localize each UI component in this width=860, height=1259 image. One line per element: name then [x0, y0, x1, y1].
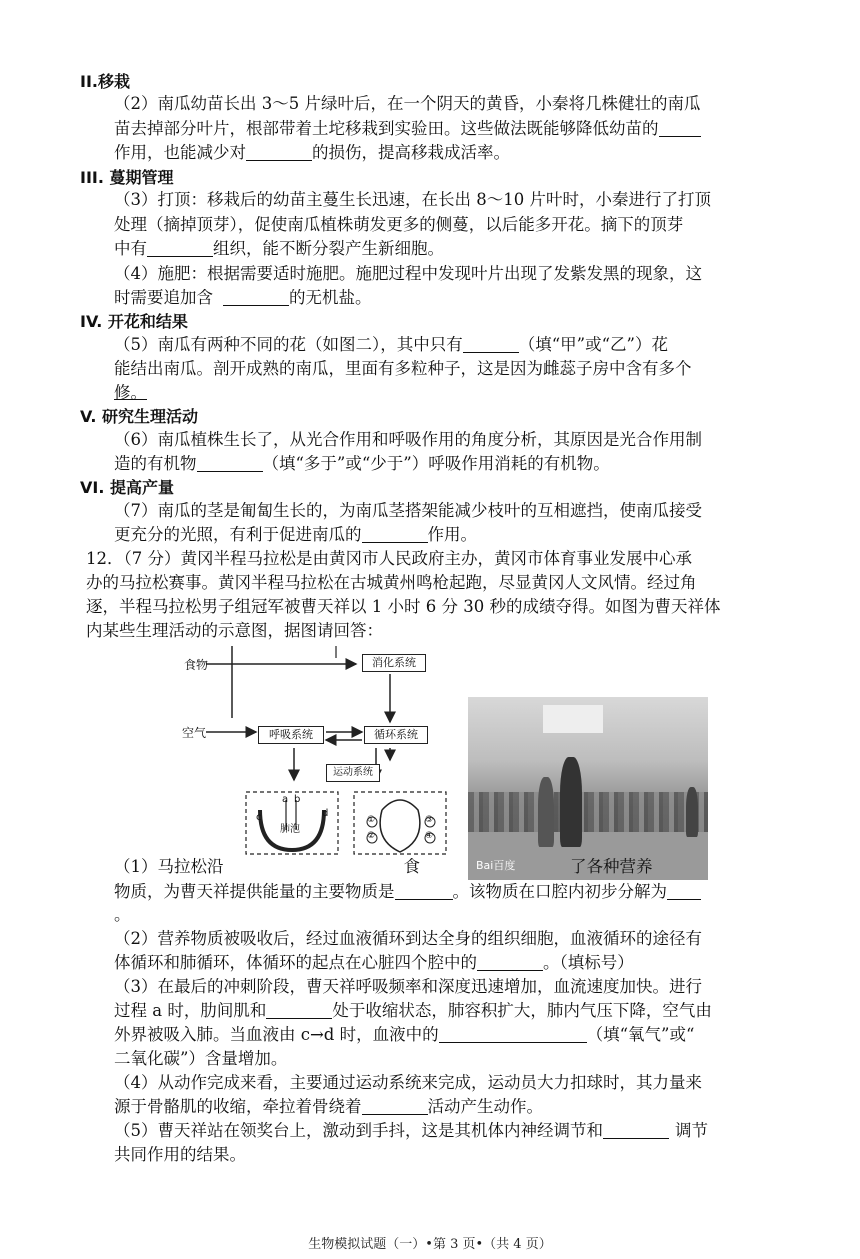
marathon-photo: [468, 697, 708, 880]
text-line: 能结出南瓜。剖开成熟的南瓜，里面有多粒种子，这是因为雌蕊子房中含有多个: [114, 359, 692, 378]
answer-blank[interactable]: [603, 1120, 669, 1139]
text-line: （4）从动作完成来看，主要通过运动系统来完成，运动员大力扣球时，其力量来: [114, 1073, 702, 1092]
text-line: 处理（摘掉顶芽），促使南瓜植株萌发更多的侧蔓，以后能多开花。摘下的顶芽: [114, 215, 684, 234]
alveolus-label: 肺泡: [280, 824, 300, 835]
section-title: III. 蔓期管理: [80, 168, 174, 187]
section-title: II.移栽: [80, 72, 130, 91]
runner-figure: [560, 757, 582, 847]
air-label: 空气: [182, 726, 207, 740]
runner-figure: [538, 777, 554, 847]
heart-mark-2: ②: [367, 831, 376, 841]
text-line: （5）曹天祥站在领奖台上，激动到手抖，这是其机体内神经调节和 调节: [114, 1121, 708, 1140]
answer-blank[interactable]: [477, 952, 543, 971]
text-line: 逐，半程马拉松男子组冠军被曹天祥以 1 小时 6 分 30 秒的成绩夺得。如图为曹天祥体: [86, 597, 721, 616]
answer-blank[interactable]: [223, 287, 289, 306]
text-line: 共同作用的结果。: [114, 1145, 246, 1164]
answer-blank[interactable]: [439, 1024, 587, 1043]
text-line: 外界被吸入肺。当血液由 c→d 时，血液中的 （填“氧气”或“: [114, 1025, 695, 1044]
text-line: （3）打顶：移栽后的幼苗主蔓生长迅速，在长出 8～10 片叶时，小秦进行了打顶: [114, 190, 711, 209]
text-line: 作用，也能减少对 的损伤，提高移栽成活率。: [114, 143, 510, 162]
answer-blank[interactable]: [197, 453, 263, 472]
respiratory-system-box: 呼吸系统: [258, 726, 324, 744]
answer-blank[interactable]: [395, 881, 453, 900]
text-line: 造的有机物 （填“多于”或“少于”）呼吸作用消耗的有机物。: [114, 454, 610, 473]
text-line: 过程 a 时，肋间肌和 处于收缩状态，肺容积扩大，肺内气压下降，空气由: [114, 1001, 712, 1020]
text-line: 苗去掉部分叶片，根部带着土坨移栽到实验田。这些做法既能够降低幼苗的: [114, 117, 701, 141]
heart-mark-4: ④: [425, 831, 434, 841]
text-line: （4）施肥：根据需要适时施肥。施肥过程中发现叶片出现了发紫发黑的现象，这: [114, 264, 702, 283]
motor-system-box: 运动系统: [326, 764, 380, 782]
physiology-diagram: [176, 640, 476, 855]
text-line: 中有 组织，能不断分裂产生新细胞。: [114, 239, 444, 258]
text-line: 。: [114, 905, 131, 924]
text-line: （3）在最后的冲刺阶段，曹天祥呼吸频率和深度迅速增加，血流速度加快。进行: [114, 977, 702, 996]
text-line: （2）营养物质被吸收后，经过血液循环到达全身的组织细胞，血液循环的途径有: [114, 929, 702, 948]
photo-banner: [543, 705, 603, 733]
text-line: （7）南瓜的茎是匍匐生长的，为南瓜茎搭架能减少枝叶的互相遮挡，使南瓜接受: [114, 501, 702, 520]
heart-mark-1: ①: [367, 815, 376, 825]
answer-blank[interactable]: [659, 118, 701, 137]
answer-blank[interactable]: [362, 1096, 428, 1115]
answer-blank[interactable]: [362, 524, 428, 543]
text-line: （5）南瓜有两种不同的花（如图二），其中只有 （填“甲”或“乙”）花: [114, 335, 668, 354]
photo-crowd: [468, 792, 708, 832]
page-footer: 生物模拟试题（一）•第 3 页•（共 4 页）: [308, 1237, 552, 1252]
text-line: 内某些生理活动的示意图，据图请回答：: [86, 621, 383, 640]
section-title: VI. 提高产量: [80, 478, 174, 497]
text-line: （1）马拉松沿 食 了各种营养: [114, 857, 653, 876]
digestive-system-box: 消化系统: [362, 654, 426, 672]
label-c: c: [256, 812, 262, 823]
answer-blank[interactable]: [147, 238, 213, 257]
section-title: V. 研究生理活动: [80, 407, 198, 426]
text-line: （2）南瓜幼苗长出 3～5 片绿叶后，在一个阴天的黄昏，小秦将几株健壮的南瓜: [114, 94, 701, 113]
answer-blank[interactable]: [246, 142, 312, 161]
text-line: 源于骨骼肌的收缩，牵拉着骨绕着 活动产生动作。: [114, 1097, 543, 1116]
label-d: d: [322, 808, 329, 819]
runner-figure: [686, 787, 698, 837]
label-b: b: [294, 794, 301, 805]
answer-blank[interactable]: [463, 334, 519, 353]
answer-blank[interactable]: [667, 881, 701, 900]
label-a: a: [282, 794, 289, 805]
text-line: 修。: [114, 383, 147, 402]
text-line: 二氧化碳”）含量增加。: [114, 1049, 288, 1068]
photo-watermark: Bai百度: [476, 859, 516, 872]
text-line: 时需要追加含 的无机盐。: [114, 288, 372, 307]
question-12: 12．（7 分）黄冈半程马拉松是由黄冈市人民政府主办，黄冈市体育事业发展中心承: [86, 549, 692, 568]
text-line: 办的马拉松赛事。黄冈半程马拉松在古城黄州鸣枪起跑，尽显黄冈人文风情。经过角: [86, 573, 697, 592]
text-line: 物质，为曹天祥提供能量的主要物质是 。该物质在口腔内初步分解为: [114, 880, 701, 904]
text-line: 更充分的光照，有利于促进南瓜的 作用。: [114, 525, 477, 544]
heart-mark-3: ③: [425, 815, 434, 825]
answer-blank[interactable]: [266, 1000, 332, 1019]
text-line: （6）南瓜植株生长了，从光合作用和呼吸作用的角度分析，其原因是光合作用制: [114, 430, 702, 449]
food-label: 食物: [184, 658, 209, 672]
section-title: IV. 开花和结果: [80, 312, 188, 331]
circulatory-system-box: 循环系统: [364, 726, 428, 744]
text-line: 体循环和肺循环，体循环的起点在心脏四个腔中的 。（填标号）: [114, 953, 634, 972]
